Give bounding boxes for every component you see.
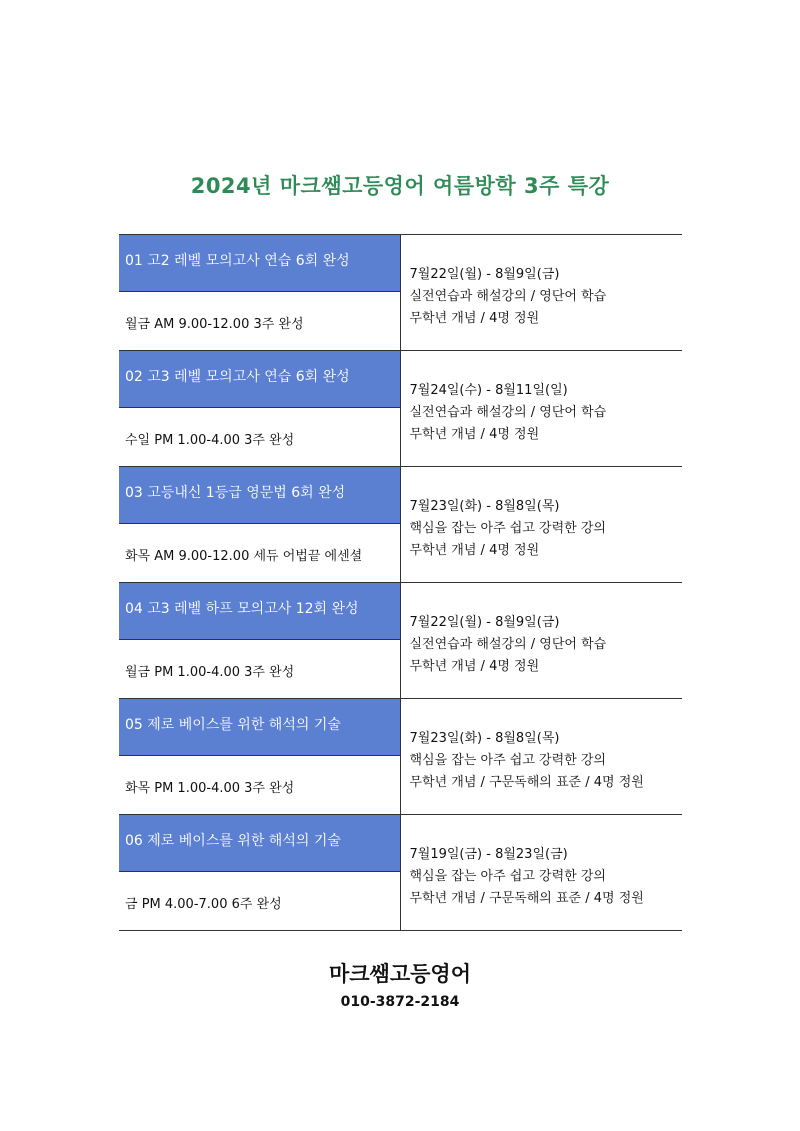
course-capacity: 무학년 개념 / 구문독해의 표준 / 4명 정원: [409, 890, 644, 906]
course-heading: 04 고3 레벨 하프 모의고사 12회 완성: [119, 583, 400, 640]
course-capacity: 무학년 개념 / 4명 정원: [409, 658, 540, 674]
course-content: 실전연습과 해설강의 / 영단어 학습: [409, 636, 607, 652]
course-content: 핵심을 잡는 아주 쉽고 강력한 강의: [409, 520, 606, 536]
course-period: 7월23일(화) - 8월8일(목): [409, 498, 560, 514]
course-content: 핵심을 잡는 아주 쉽고 강력한 강의: [409, 752, 606, 768]
course-info: [400, 815, 682, 931]
course-info: [400, 467, 682, 583]
course-row-04: [119, 583, 682, 640]
course-period: 7월22일(월) - 8월9일(금): [409, 614, 560, 630]
course-period: 7월19일(금) - 8월23일(금): [409, 846, 568, 862]
course-period: 7월22일(월) - 8월9일(금): [409, 266, 560, 282]
course-info: [400, 351, 682, 467]
course-time: 월금 PM 1.00-4.00 3주 완성: [119, 640, 400, 699]
course-row-02: [119, 351, 682, 408]
course-time: 월금 AM 9.00-12.00 3주 완성: [119, 292, 400, 351]
course-row-06: [119, 815, 682, 872]
course-capacity: 무학년 개념 / 4명 정원: [409, 310, 540, 326]
footer-phone: 010-3872-2184: [340, 994, 460, 1010]
course-heading: 06 제로 베이스를 위한 해석의 기술: [119, 815, 400, 872]
course-time: 화목 PM 1.00-4.00 3주 완성: [119, 756, 400, 815]
course-content: 실전연습과 해설강의 / 영단어 학습: [409, 404, 607, 420]
course-time: 화목 AM 9.00-12.00 세듀 어법끝 에센셜: [119, 524, 400, 583]
page-title: 2024년 마크쌤고등영어 여름방학 3주 특강: [190, 174, 610, 198]
course-schedule-table: [119, 234, 682, 931]
course-period: 7월23일(화) - 8월8일(목): [409, 730, 560, 746]
course-time: 수일 PM 1.00-4.00 3주 완성: [119, 408, 400, 467]
course-row-03: [119, 467, 682, 524]
course-content: 실전연습과 해설강의 / 영단어 학습: [409, 288, 607, 304]
course-time: 금 PM 4.00-7.00 6주 완성: [119, 872, 400, 931]
course-row-01: [119, 235, 682, 292]
course-row-05: [119, 699, 682, 756]
course-info: [400, 699, 682, 815]
course-heading: 02 고3 레벨 모의고사 연습 6회 완성: [119, 351, 400, 408]
course-capacity: 무학년 개념 / 4명 정원: [409, 426, 540, 442]
course-heading: 03 고등내신 1등급 영문법 6회 완성: [119, 467, 400, 524]
course-capacity: 무학년 개념 / 4명 정원: [409, 542, 540, 558]
course-info: [400, 583, 682, 699]
course-info: [400, 235, 682, 351]
footer-brand: 마크쌤고등영어: [328, 962, 471, 986]
course-heading: 01 고2 레벨 모의고사 연습 6회 완성: [119, 235, 400, 292]
course-heading: 05 제로 베이스를 위한 해석의 기술: [119, 699, 400, 756]
course-capacity: 무학년 개념 / 구문독해의 표준 / 4명 정원: [409, 774, 644, 790]
course-period: 7월24일(수) - 8월11일(일): [409, 382, 568, 398]
course-content: 핵심을 잡는 아주 쉽고 강력한 강의: [409, 868, 606, 884]
